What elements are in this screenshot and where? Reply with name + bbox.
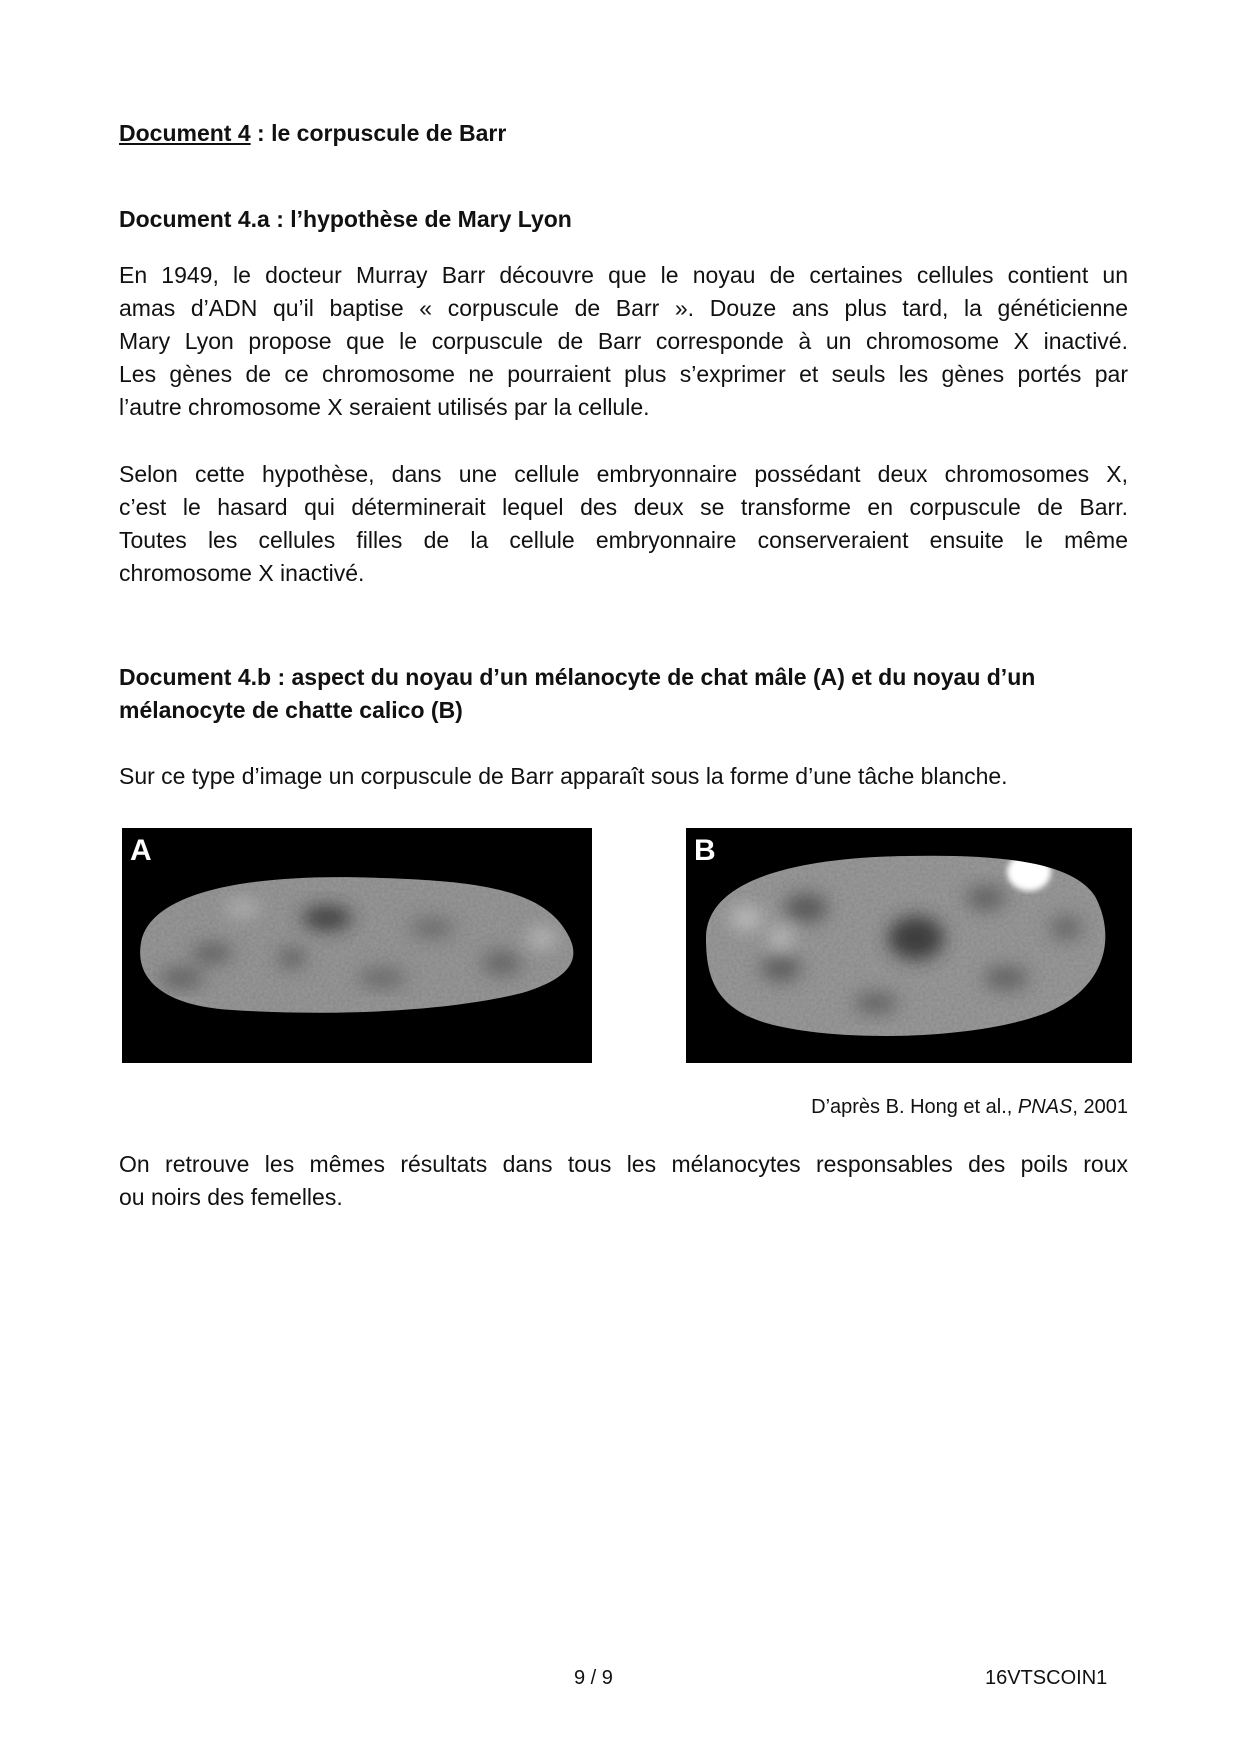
figure-b-label: B bbox=[694, 834, 716, 867]
document-title bbox=[119, 117, 506, 150]
document-code: 16VTSCOIN1 bbox=[985, 1667, 1108, 1689]
source-journal: PNAS bbox=[1017, 1096, 1073, 1118]
section-b-conclusion bbox=[119, 1148, 1128, 1214]
figure-a-label: A bbox=[130, 834, 152, 867]
paragraph-line: l’autre chromosome X seraient utilisés par la cellule. bbox=[119, 394, 650, 420]
section-b-intro bbox=[119, 760, 1128, 793]
paragraph-line: On retrouve les mêmes résultats dans tous les mélanocytes responsables des poils roux bbox=[119, 1151, 1128, 1177]
paragraph-line: Les gènes de ce chromosome ne pourraient plus s’exprimer et seuls les gènes portés par bbox=[119, 361, 1128, 387]
paragraph-line: Mary Lyon propose que le corpuscule de Barr corresponde à un chromosome X inactivé. bbox=[119, 328, 1128, 354]
section-b-title-line-1: Document 4.b : aspect du noyau d’un mélanocyte de chat mâle (A) et du noyau d’un bbox=[119, 664, 1036, 690]
paragraph-line: En 1949, le docteur Murray Barr découvre que le noyau de certaines cellules contient un bbox=[119, 262, 1128, 288]
nucleus-a-graphic bbox=[122, 828, 592, 1063]
nucleus-image-a bbox=[122, 828, 592, 1063]
paragraph-line: ou noirs des femelles. bbox=[119, 1184, 343, 1210]
document-title-label: Document 4 bbox=[119, 120, 251, 146]
source-suffix: , 2001 bbox=[1072, 1096, 1128, 1118]
paragraph-line: Toutes les cellules filles de la cellule embryonnaire conserveraient ensuite le même bbox=[119, 527, 1128, 553]
section-a-paragraph-1 bbox=[119, 259, 1128, 424]
barr-body-spot bbox=[1007, 853, 1051, 891]
nucleus-image-b bbox=[686, 828, 1132, 1063]
figure-source bbox=[600, 1094, 1128, 1120]
section-a-title: Document 4.a : l’hypothèse de Mary Lyon bbox=[119, 206, 572, 232]
paragraph-line: Sur ce type d’image un corpuscule de Barr apparaît sous la forme d’une tâche blanche. bbox=[119, 763, 1008, 789]
nucleus-b-graphic bbox=[686, 828, 1132, 1063]
section-b-title-line-2: mélanocyte de chatte calico (B) bbox=[119, 697, 463, 723]
page-number: 9 / 9 bbox=[574, 1667, 613, 1689]
paragraph-line: amas d’ADN qu’il baptise « corpuscule de Barr ». Douze ans plus tard, la généticienne bbox=[119, 295, 1128, 321]
paragraph-line: chromosome X inactivé. bbox=[119, 560, 365, 586]
source-prefix: D’après B. Hong et al., bbox=[811, 1096, 1018, 1118]
document-title-rest: : le corpuscule de Barr bbox=[250, 120, 507, 146]
paragraph-line: Selon cette hypothèse, dans une cellule embryonnaire possédant deux chromosomes X, bbox=[119, 461, 1128, 487]
section-a-paragraph-2 bbox=[119, 458, 1128, 590]
paragraph-line: c’est le hasard qui déterminerait lequel des deux se transforme en corpuscule de Barr. bbox=[119, 494, 1128, 520]
